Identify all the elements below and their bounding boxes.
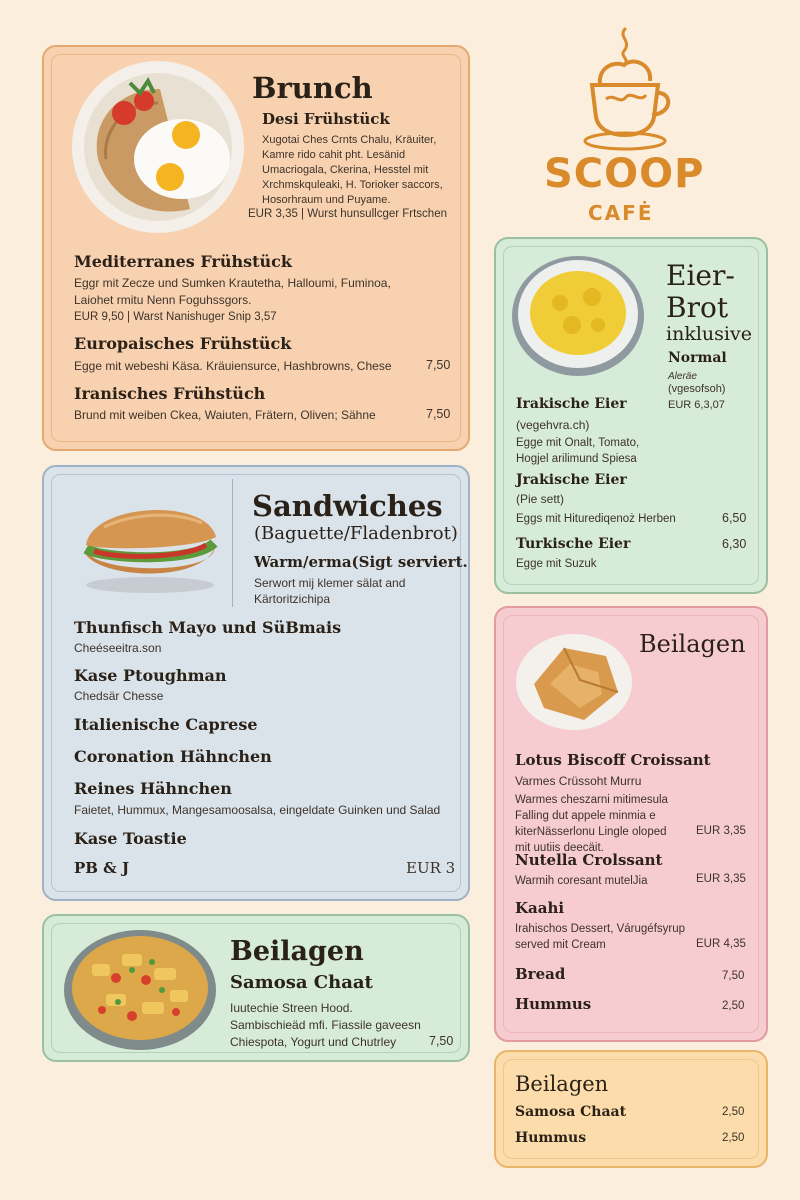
- menu-item-name: Kase Ptoughman: [74, 666, 227, 685]
- menu-item-name: Samosa Chaat: [515, 1104, 627, 1120]
- sandwiches-served-note: Serwort mij klemer sälat and Kärtoritzichipa: [254, 576, 406, 606]
- eier-normal-note: Aleräe: [668, 371, 697, 382]
- brunch-title: Brunch: [252, 71, 373, 105]
- beilagen-section-right: [494, 606, 768, 1042]
- menu-item-price: 6,50: [722, 511, 747, 525]
- menu-item-desc: Warmih coresant mutelJia: [515, 875, 648, 887]
- logo-name: SCOOP: [544, 151, 705, 197]
- menu-item-name: Hummus: [515, 995, 592, 1013]
- eier-normal-price: EUR 6,3,07: [668, 399, 725, 411]
- eier-normal: Normal: [668, 350, 727, 366]
- sandwiches-served: Warm/erma(Sigt serviert.: [254, 553, 468, 571]
- scrambled-eggs-image: [510, 253, 646, 379]
- menu-item-name: Lotus Biscoff Croissant: [515, 751, 711, 769]
- menu-item-price: EUR 9,50 | Warst Nanishuger Snip 3,57: [74, 311, 277, 323]
- eier-title-line3: inklusive: [666, 323, 752, 345]
- menu-item-name: Mediterranes Frühstück: [74, 252, 292, 271]
- menu-item-name: Europaisches Frühstück: [74, 334, 292, 353]
- sandwich-image: [74, 489, 224, 599]
- menu-item-desc: Irahischos Dessert, Várugéfsyrup served mit Cream: [515, 923, 686, 951]
- menu-item-price: EUR 3: [406, 859, 456, 877]
- menu-item-desc: Brund mit weiben Ckea, Waiuten, Frätern, Oliven; Sähne: [74, 408, 376, 422]
- menu-item-desc: Egge mit Onalt, Tomato, Hogjel arilimund Spiesa: [516, 437, 640, 465]
- eier-title-line1: Eier-: [666, 259, 735, 292]
- menu-item-name: Bread: [515, 965, 566, 983]
- menu-item-price: EUR 3,35: [696, 873, 746, 885]
- menu-item-name: Hummus: [515, 1130, 587, 1146]
- menu-item-desc: Faietet, Hummux, Mangesamoosalsa, eingeldate Guinken und Salad: [74, 803, 441, 817]
- menu-item-name: Italienische Caprese: [74, 715, 258, 734]
- menu-item-desc: (Pie sett): [516, 492, 565, 506]
- menu-item-name: Nutella Crolssant: [515, 851, 663, 869]
- brunch-section: [42, 45, 470, 451]
- beilagen-section-left: [42, 914, 470, 1062]
- menu-item-price: EUR 4,35: [696, 938, 746, 950]
- eier-normal-note: (vgesofsoh): [668, 383, 726, 395]
- menu-item-name: Thunfisch Mayo und SüBmais: [74, 618, 342, 637]
- eier-title-line2: Brot: [666, 291, 729, 324]
- menu-item-price: 2,50: [722, 1132, 745, 1144]
- menu-item-name: Coronation Hähnchen: [74, 747, 272, 766]
- menu-item-name: Kase Toastie: [74, 829, 187, 848]
- menu-item-desc: Iuutechie Streen Hood. Sambischieäd mfi. Fiassile gaveesn Chiespota, Yogurt und Chutrley: [230, 1001, 421, 1049]
- menu-item-name: Desi Frühstück: [262, 110, 390, 128]
- beilagen-section-bottom: [494, 1050, 768, 1168]
- menu-item-desc: (vegehvra.ch): [516, 418, 590, 432]
- croissant-image: [514, 628, 634, 732]
- menu-item-desc: Cheéseeitra.son: [74, 641, 162, 655]
- menu-item-desc: Warmes cheszarni mitimesula Falling dut appele minmia e kiterNässerlonu Lingle oloped mit uutiis deecäit.: [515, 794, 668, 854]
- sandwiches-section: [42, 465, 470, 901]
- menu-item-price: 2,50: [722, 1000, 745, 1012]
- brunch-plate-image: [70, 59, 246, 235]
- sandwiches-title: Sandwiches: [252, 489, 443, 523]
- menu-item-name: PB & J: [74, 859, 130, 877]
- beilagen-left-title: Beilagen: [230, 936, 364, 967]
- menu-item-desc: Chedsär Chesse: [74, 689, 164, 703]
- menu-item-name: Iranisches Frühstüch: [74, 384, 266, 403]
- samosa-chaat-image: [62, 924, 218, 1054]
- menu-item-desc: Egge mit webeshi Käsa. Kräuiensurce, Hashbrowns, Chese: [74, 359, 392, 373]
- menu-item-name: Samosa Chaat: [230, 972, 373, 993]
- menu-item-price: 7,50: [426, 407, 451, 421]
- menu-item-name: Jrakische Eier: [516, 472, 627, 488]
- menu-item-desc: Varmes Crüssoht Murru: [515, 774, 642, 788]
- sandwiches-subtitle: (Baguette/Fladenbrot): [254, 523, 458, 544]
- menu-item-price: 7,50: [426, 358, 451, 372]
- eier-brot-section: [494, 237, 768, 594]
- menu-item-price: 7,50: [722, 970, 745, 982]
- cafe-logo: [540, 25, 710, 225]
- coffee-cup-icon: [540, 25, 710, 155]
- menu-item-desc: Eggr mit Zecze und Sumken Krautetha, Halloumi, Fuminoa, Laiohet rmitu Nenn Foguhssgors.: [74, 276, 391, 307]
- menu-item-desc: Xugotai Ches Crnts Chalu, Kräuiter, Kamre rido cahit pht. Lesänid Umacriogala, Ckerina, Hesstel mit Xrchmskquleaki, H. Torioker saccors, Hosorhraum und Puyame.: [262, 134, 443, 206]
- menu-item-name: Kaahi: [515, 899, 565, 917]
- menu-item-desc: Egge mit Suzuk: [516, 558, 597, 570]
- menu-item-price: 7,50: [429, 1034, 454, 1048]
- menu-item-price: EUR 3,35: [696, 825, 746, 837]
- menu-item-price: 2,50: [722, 1106, 745, 1118]
- menu-item-name: Turkische Eier: [516, 536, 631, 552]
- beilagen-bottom-title: Beilagen: [515, 1072, 609, 1096]
- menu-item-desc: Eggs mit Hiturediqenoż Herben: [516, 513, 676, 525]
- menu-item-price: 6,30: [722, 537, 747, 551]
- logo-sub: CAFĖ: [588, 201, 654, 225]
- menu-item-name: Irakische Eier: [516, 396, 627, 412]
- menu-item-name: Reines Hähnchen: [74, 779, 232, 798]
- menu-item-price: EUR 3,35 | Wurst hunsullcger Frtschen: [248, 208, 447, 220]
- beilagen-right-title: Beilagen: [639, 630, 746, 658]
